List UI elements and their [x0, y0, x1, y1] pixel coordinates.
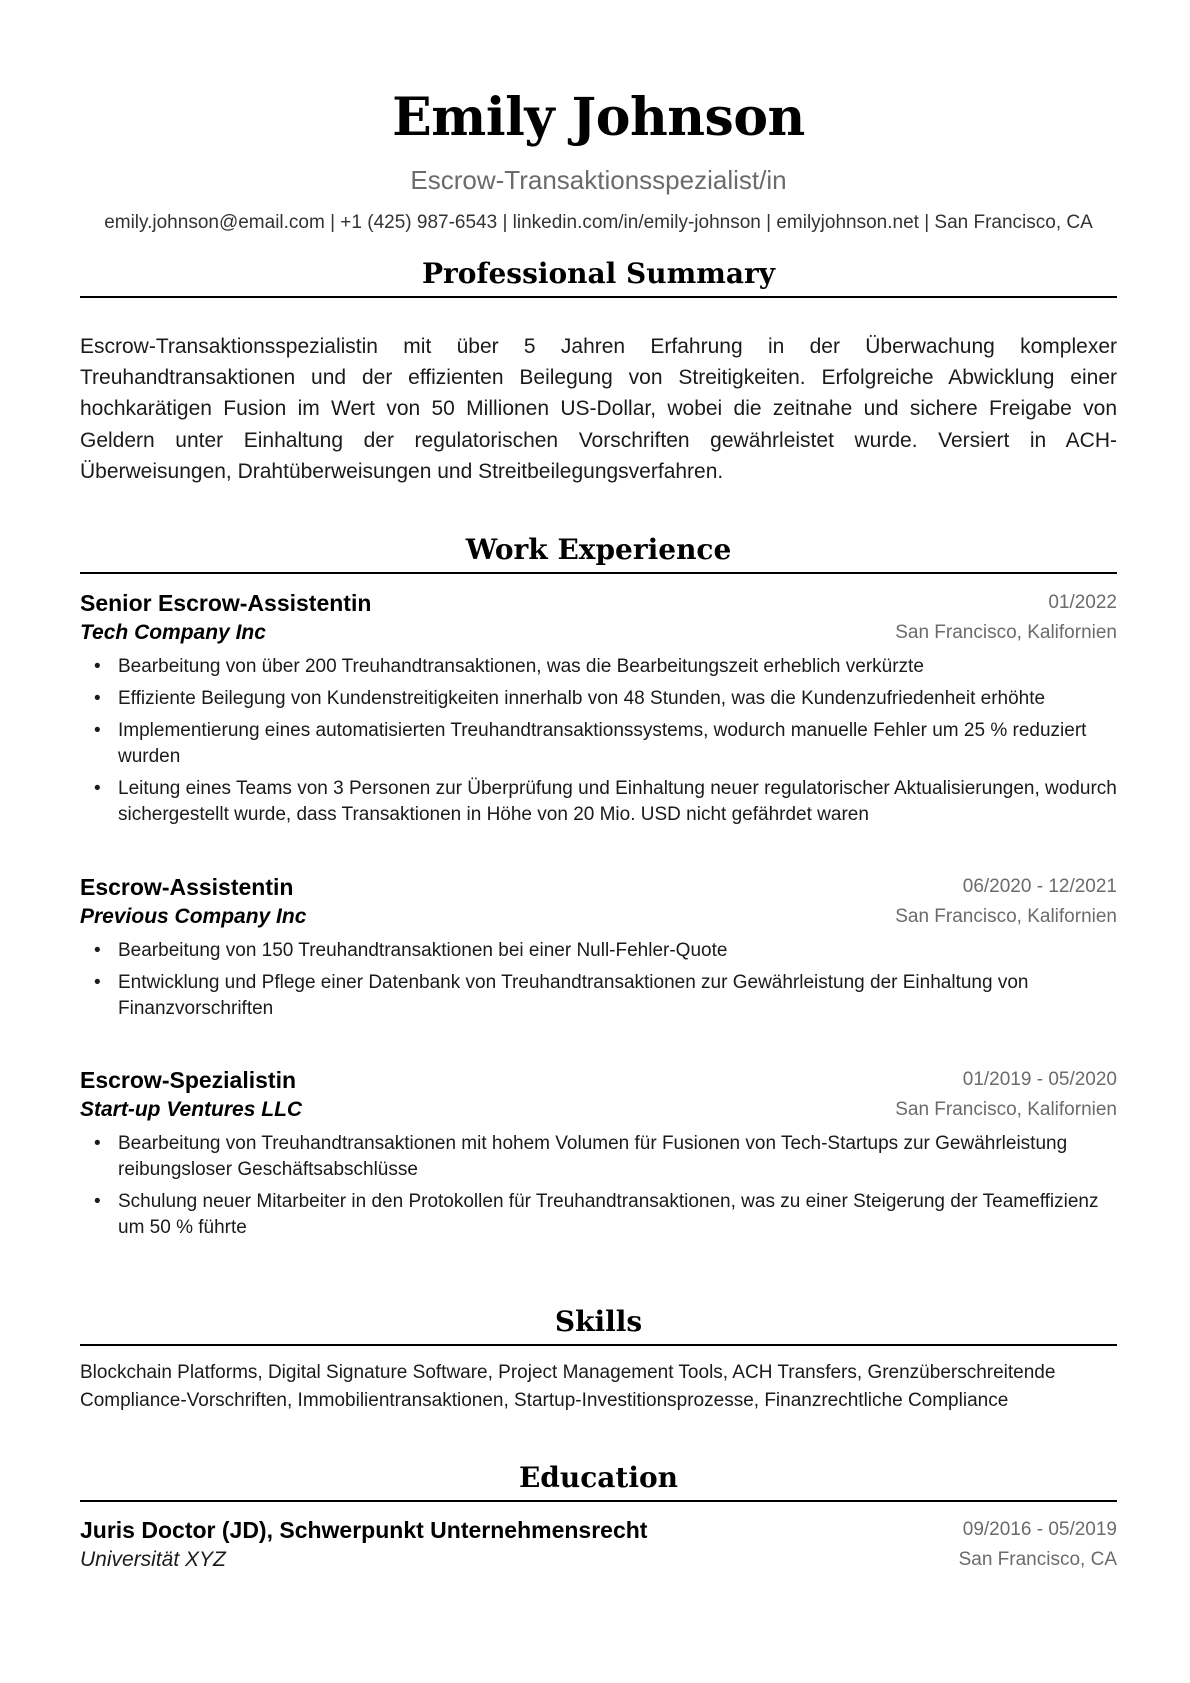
education-date: 09/2016 - 05/2019 [962, 1519, 1117, 1540]
job-location: San Francisco, Kalifornien [895, 1099, 1117, 1120]
job-location: San Francisco, Kalifornien [895, 622, 1117, 643]
list-item: • Implementierung eines automatisierten Treuhandtransaktionssystems, wodurch manuelle Fehler um 25 % reduziert wurden [80, 718, 1117, 770]
job-title: Senior Escrow-Assistentin [80, 590, 372, 616]
summary-text: Escrow-Transaktionsspezialistin mit über 5 Jahren Erfahrung in der Überwachung komplexer Treuhandtransaktionen und der effizienten Beilegung von Streitigkeiten. Erfolgreiche Abwicklung einer hochkarätigen Fusion im Wert von 50 Millionen US-Dollar, wobei die zeitnahe und sichere Freigabe von Geldern unter Einhaltung der regulatorischen Vorschriften gewährleistet wurde. Versiert in ACH-Überweisungen, Drahtüberweisungen und Streitbeilegungsverfahren. [80, 335, 1117, 483]
job-company: Start-up Ventures LLC [80, 1098, 303, 1121]
summary-heading: Professional Summary [421, 257, 776, 290]
job-bullets [80, 654, 1117, 828]
candidate-name: Emily Johnson [392, 87, 805, 148]
contact-line: emily.johnson@email.com | +1 (425) 987-6543 | linkedin.com/in/emily-johnson | emilyjohnson.net | San Francisco, CA [104, 212, 1093, 233]
job-company: Tech Company Inc [80, 621, 266, 644]
education-divider [80, 1500, 1117, 1502]
job-title: Escrow-Spezialistin [80, 1067, 297, 1093]
education-entry [80, 1515, 1117, 1575]
list-item: • Schulung neuer Mitarbeiter in den Protokollen für Treuhandtransaktionen, was zu einer Steigerung der Teameffizienz um 50 % führte [80, 1189, 1117, 1241]
list-item: • Leitung eines Teams von 3 Personen zur Überprüfung und Einhaltung neuer regulatorischer Aktualisierungen, wodurch sichergestellt wurde, dass Transaktionen in Höhe von 20 Mio. USD nicht gefährdet waren [80, 776, 1117, 828]
job-date: 06/2020 - 12/2021 [962, 876, 1117, 897]
job-date: 01/2022 [1048, 592, 1117, 613]
job-location: San Francisco, Kalifornien [895, 906, 1117, 927]
experience-heading: Work Experience [465, 533, 732, 566]
skills-text: Blockchain Platforms, Digital Signature Software, Project Management Tools, ACH Transfers, Grenzüberschreitende Compliance-Vorschriften, Immobilientransaktionen, Startup-Investitionsprozesse, Finanzrechtliche Compliance [80, 1362, 1056, 1411]
job-entry [80, 588, 1117, 834]
job-bullets [80, 938, 1117, 1022]
education-location: San Francisco, CA [958, 1549, 1117, 1570]
education-heading: Education [518, 1461, 679, 1494]
job-bullets [80, 1131, 1117, 1241]
summary-divider [80, 296, 1117, 298]
job-date: 01/2019 - 05/2020 [962, 1069, 1117, 1090]
job-company: Previous Company Inc [80, 905, 307, 928]
experience-divider [80, 572, 1117, 574]
list-item: • Bearbeitung von über 200 Treuhandtransaktionen, was die Bearbeitungszeit erheblich verkürzte [80, 654, 1117, 680]
list-item: • Entwicklung und Pflege einer Datenbank von Treuhandtransaktionen zur Gewährleistung der Einhaltung von Finanzvorschriften [80, 970, 1117, 1022]
skills-divider [80, 1344, 1117, 1346]
job-title: Escrow-Assistentin [80, 874, 294, 900]
degree-title: Juris Doctor (JD), Schwerpunkt Unternehmensrecht [80, 1517, 648, 1543]
list-item: • Effiziente Beilegung von Kundenstreitigkeiten innerhalb von 48 Stunden, was die Kundenzufriedenheit erhöhte [80, 686, 1117, 712]
job-entry [80, 1065, 1117, 1247]
job-entry [80, 872, 1117, 1028]
list-item: • Bearbeitung von 150 Treuhandtransaktionen bei einer Null-Fehler-Quote [80, 938, 1117, 964]
candidate-role: Escrow-Transaktionsspezialist/in [410, 165, 787, 195]
school-name: Universität XYZ [80, 1548, 226, 1571]
list-item: • Bearbeitung von Treuhandtransaktionen mit hohem Volumen für Fusionen von Tech-Startups zur Gewährleistung reibungsloser Geschäftsabschlüsse [80, 1131, 1117, 1183]
skills-heading: Skills [554, 1305, 643, 1338]
